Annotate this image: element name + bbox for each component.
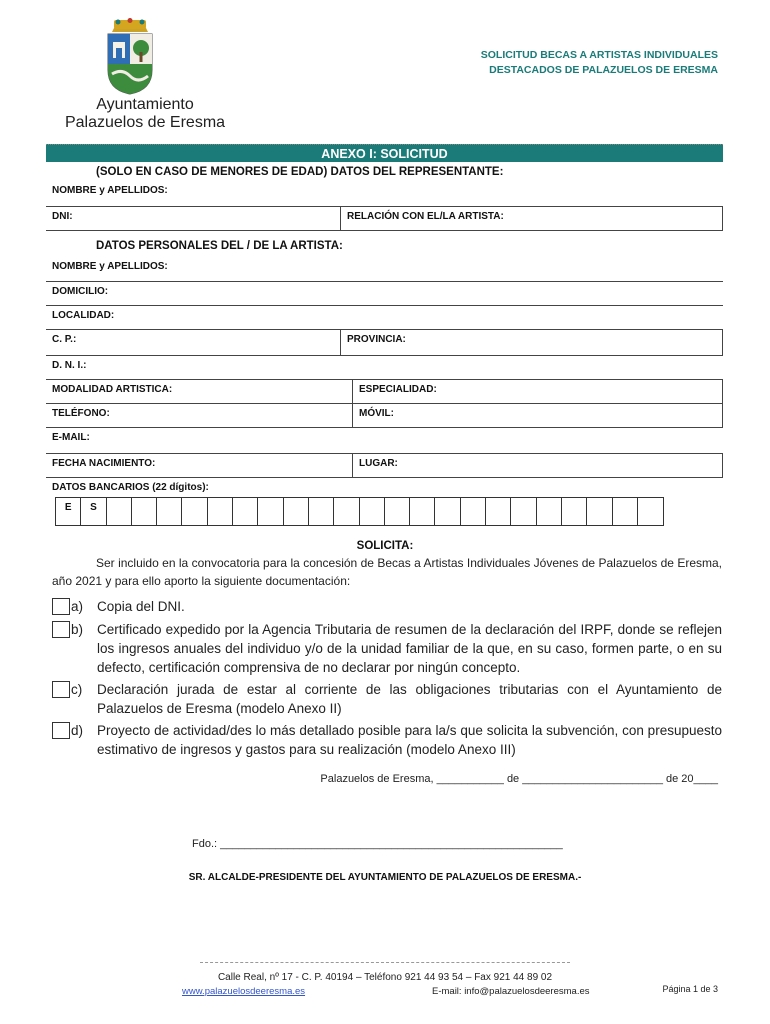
artist-name-label: NOMBRE y APELLIDOS: xyxy=(52,261,168,272)
iban-digit-cell[interactable] xyxy=(258,498,283,525)
org-name-line2: Palazuelos de Eresma xyxy=(64,114,226,131)
representative-dni-label: DNI: xyxy=(52,211,73,222)
checkbox[interactable] xyxy=(52,621,70,638)
artist-dni-row[interactable] xyxy=(46,356,723,380)
request-heading: SOLICITA: xyxy=(356,540,414,552)
cp-province-row[interactable] xyxy=(46,330,723,356)
specialty-label: ESPECIALIDAD: xyxy=(359,384,437,395)
document-title-line1: SOLICITUD BECAS A ARTISTAS INDIVIDUALES xyxy=(480,49,718,61)
document-item-d[interactable] xyxy=(52,721,722,759)
item-text: Proyecto de actividad/des lo más detallado posible para la/s que solicita la subvención, con presupuesto estimativo de ingresos y gastos para su realización (modelo Anexo III) xyxy=(97,723,722,757)
iban-digit-cell[interactable] xyxy=(613,498,638,525)
iban-digit-cell[interactable] xyxy=(587,498,612,525)
item-letter: c) xyxy=(71,682,83,697)
row-divider xyxy=(352,380,353,403)
iban-digit-cell[interactable] xyxy=(511,498,536,525)
phone-mobile-row[interactable] xyxy=(46,404,723,428)
iban-digit-cell[interactable] xyxy=(537,498,562,525)
request-intro: Ser incluido en la convocatoria para la concesión de Becas a Artistas Individuales Jóvenes de Palazuelos de Eresma, año 2021 y para ello aporto la siguiente documentación: xyxy=(52,556,722,588)
checkbox[interactable] xyxy=(52,722,70,739)
organization-name xyxy=(50,96,240,132)
locality-row[interactable] xyxy=(46,306,723,330)
address-label: DOMICILIO: xyxy=(52,286,109,297)
iban-digit-cell[interactable] xyxy=(208,498,233,525)
representative-heading: (SOLO EN CASO DE MENORES DE EDAD) DATOS DEL REPRESENTANTE: xyxy=(96,166,504,178)
representative-name-row[interactable] xyxy=(46,183,723,207)
iban-digit-cell[interactable] xyxy=(410,498,435,525)
document-item-b[interactable] xyxy=(52,620,722,677)
signature-line[interactable]: Fdo.: ________________________________________________________ xyxy=(192,838,563,850)
item-letter: b) xyxy=(71,622,84,637)
iban-digit-cell[interactable] xyxy=(486,498,511,525)
mobile-label: MÓVIL: xyxy=(359,408,394,419)
iban-digit-cell[interactable] xyxy=(182,498,207,525)
document-item-a[interactable] xyxy=(52,597,722,616)
iban-grid[interactable] xyxy=(55,497,664,526)
footer-divider xyxy=(200,962,570,963)
email-label: E-MAIL: xyxy=(52,432,90,443)
iban-digit-cell[interactable]: S xyxy=(81,498,106,525)
row-divider xyxy=(352,404,353,427)
coat-of-arms-logo xyxy=(104,18,156,96)
addressee: SR. ALCALDE-PRESIDENTE DEL AYUNTAMIENTO DE PALAZUELOS DE ERESMA.- xyxy=(188,872,582,883)
footer-address: Calle Real, nº 17 - C. P. 40194 – Teléfono 921 44 93 54 – Fax 921 44 89 02 xyxy=(217,972,553,983)
page-number: Página 1 de 3 xyxy=(662,984,718,994)
cp-label: C. P.: xyxy=(52,334,77,345)
representative-relation-label: RELACIÓN CON EL/LA ARTISTA: xyxy=(347,211,504,222)
iban-digit-cell[interactable] xyxy=(309,498,334,525)
iban-digit-cell[interactable] xyxy=(334,498,359,525)
modality-label: MODALIDAD ARTISTICA: xyxy=(52,384,173,395)
row-divider xyxy=(340,330,341,355)
item-letter: a) xyxy=(71,599,84,614)
item-text: Certificado expedido por la Agencia Tributaria de resumen de la declaración del IRPF, donde se reflejen los ingresos anuales del individuo y/o de la unidad familiar de la que, en su caso, formen parte, o en su defecto, certificación comprensiva de no declarar por ningún concepto. xyxy=(97,622,722,675)
iban-digit-cell[interactable] xyxy=(638,498,663,525)
form-title-bar: ANEXO I: SOLICITUD xyxy=(46,144,723,162)
item-text: Declaración jurada de estar al corriente de las obligaciones tributarias con el Ayuntamiento de Palazuelos de Eresma (modelo Anexo II) xyxy=(97,682,722,716)
iban-digit-cell[interactable] xyxy=(360,498,385,525)
iban-digit-cell[interactable] xyxy=(233,498,258,525)
iban-digit-cell[interactable] xyxy=(107,498,132,525)
iban-digit-cell[interactable] xyxy=(385,498,410,525)
birth-place-row[interactable] xyxy=(46,454,723,478)
phone-label: TELÉFONO: xyxy=(52,408,110,419)
document-title-line2: DESTACADOS DE PALAZUELOS DE ERESMA xyxy=(489,64,718,76)
checkbox[interactable] xyxy=(52,681,70,698)
birth-date-label: FECHA NACIMIENTO: xyxy=(52,458,156,469)
org-name-line1: Ayuntamiento xyxy=(96,96,194,113)
item-text: Copia del DNI. xyxy=(97,599,185,614)
item-letter: d) xyxy=(71,723,84,738)
document-item-c[interactable] xyxy=(52,680,722,718)
iban-digit-cell[interactable] xyxy=(157,498,182,525)
locality-label: LOCALIDAD: xyxy=(52,310,115,321)
iban-digit-cell[interactable] xyxy=(435,498,460,525)
representative-dni-row[interactable] xyxy=(46,207,723,231)
iban-digit-cell[interactable] xyxy=(461,498,486,525)
footer-website-link[interactable]: www.palazuelosdeeresma.es xyxy=(182,986,306,997)
artist-name-row[interactable] xyxy=(46,258,723,282)
province-label: PROVINCIA: xyxy=(347,334,406,345)
iban-digit-cell[interactable] xyxy=(132,498,157,525)
artist-dni-label: D. N. I.: xyxy=(52,360,87,371)
birth-place-label: LUGAR: xyxy=(359,458,398,469)
checkbox[interactable] xyxy=(52,598,70,615)
footer-email: E-mail: info@palazuelosdeeresma.es xyxy=(432,986,590,997)
representative-name-label: NOMBRE y APELLIDOS: xyxy=(52,185,168,196)
row-divider xyxy=(352,454,353,477)
modality-specialty-row[interactable] xyxy=(46,380,723,404)
iban-digit-cell[interactable] xyxy=(284,498,309,525)
row-divider xyxy=(340,207,341,230)
bank-data-label: DATOS BANCARIOS (22 dígitos): xyxy=(52,482,209,493)
address-row[interactable] xyxy=(46,282,723,306)
iban-digit-cell[interactable] xyxy=(562,498,587,525)
artist-heading: DATOS PERSONALES DEL / DE LA ARTISTA: xyxy=(96,240,343,252)
email-row[interactable] xyxy=(46,428,723,454)
date-line[interactable]: Palazuelos de Eresma, ___________ de _______________________ de 20____ xyxy=(320,773,718,785)
document-title xyxy=(481,48,718,78)
iban-digit-cell[interactable]: E xyxy=(56,498,81,525)
